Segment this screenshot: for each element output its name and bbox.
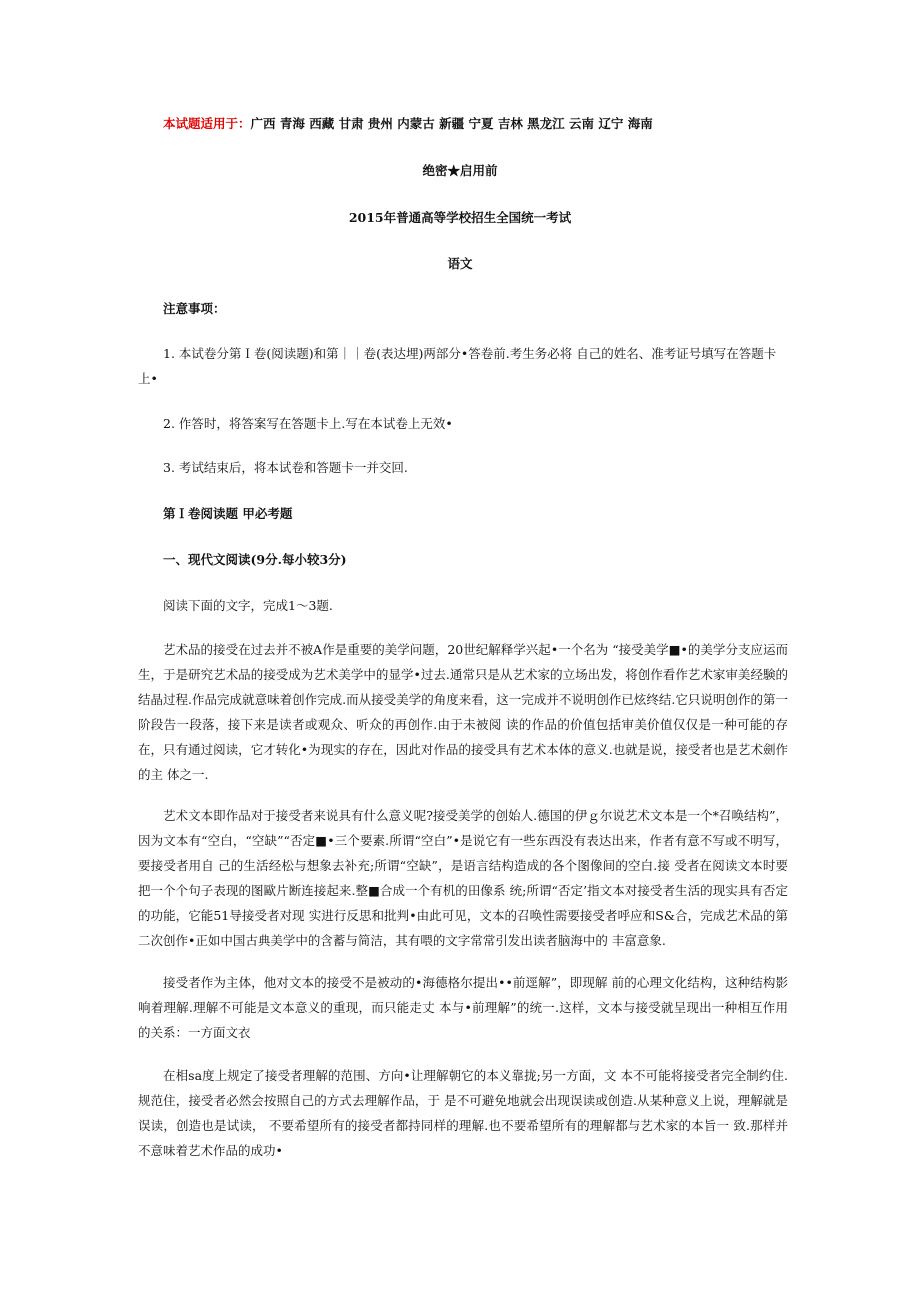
passage-paragraph-4: 在相sa度上规定了接受者理解的范围、方向•让理解朝它的本义靠拢;另一方面，文 本不可能将接受者完全制约住.规范住，接受者必然会按照自己的方式去理解作品，于 是不可避免地就会出现误读或创造.从某种意义上说，理解就是误读，创造也是试读， 不要希望所有的接受者都持同样的理解.也不要希望所有的理解都与艺术家的本旨一 致.那样并不意味着艺术作品的成功• (138, 1068, 788, 1158)
passage-paragraph-2: 艺术文本即作品对于接受者来说具有什么意义呢?接受美学的创始人.德国的伊ｇ尔说艺术文本是一个*召唤结构”，因为文本有“空白，“空缺”“否定■•三个要素.所谓“空白”•是说它有一些东西没有表达出来，作者有意不写或不明写，要接受者用自 己的生活经松与想象去补充;所谓“空缺”，是语言结构造成的各个图像间的空白.接 受者在阅读文本时要把一个个句子表现的图歐片断连接起来.整■合成一个有机的田像系 统;所谓“否定’指文本对接受者生活的现实具有否定的功能，它能51导接受者对现 实进行反思和批判•由此可见，文本的召唤性需要接受者呼应和S&合，完成艺术品的第 二次创作•正如中国古典美学中的含蓄与简洁，其有喂的文字常常引发出读者脑海中的 丰富意象. (138, 808, 788, 948)
notice-heading: 注意事项： (163, 301, 226, 316)
part-title: 一、现代文阅读(9分.每小较3分) (163, 552, 347, 567)
passage-paragraph-3: 接受者作为主体，他对文本的接受不是被动的•海德格尔提出••前逕解”，即现解 前的心理文化结构，这种结构影响着理解.理解不可能是文本意义的重现，而只能走丈 本与•前理解”的统一.这样，文本与接受就呈现出一种相互作用的关系：一方面文衣 (138, 975, 788, 1040)
applicable-regions-line (163, 116, 653, 132)
applicable-regions: 广西 青海 西藏 甘肃 贵州 内蒙古 新疆 宁夏 吉林 黑龙江 云南 辽宁 海南 (250, 116, 653, 131)
notice-item-1: 1. 本试卷分第Ｉ卷(阅读题)和第｜｜卷(表达埋)两部分•答卷前.考生务必将 自己的姓名、准考证号填写在答题卡上• (138, 346, 777, 386)
secret-mark: 绝密★启用前 (422, 163, 498, 178)
volume-title: 第Ｉ卷阅读题 甲必考题 (163, 506, 293, 521)
notice-item-3: 3. 考试结束后，将本试卷和答题卡一并交回. (163, 460, 408, 475)
exam-title: 2015年普通高等学校招生全国统一考试 (348, 210, 572, 225)
reading-instruction: 阅读下面的文字，完成1〜3题. (163, 598, 333, 613)
subject-title: 语文 (447, 256, 473, 271)
applicable-label: 本试题适用于： (163, 116, 251, 131)
notice-item-2: 2. 作答时，将答案写在答题卡上.写在本试卷上无效• (163, 416, 453, 431)
passage-paragraph-1: 艺术品的接受在过去并不被A作是重要的美学问题，20世纪解释学兴起•一个名为 “接受美学■•的美学分支应运而生，于是研究艺术品的接受成为艺术美学中的显学•过去.通常只是从艺术家的立场出发，将创作看作艺术家审美经験的结晶过程.作品完成就意味着创作完成.而从接受美学的角度来看，这一完成并不说明创作已炫终结.它只说明创作的第一阶段告一段落，接下来是读者或观众、听众的再创作.由于未被阅 读的作品的价值包括审美价值仅仅是一种可能的存在，只有通过阅读，它才转化•为现实的存在，因此对作品的接受具有艺术本体的意义.也就是说，接受者也是艺术劍作的主 体之一. (138, 642, 788, 782)
